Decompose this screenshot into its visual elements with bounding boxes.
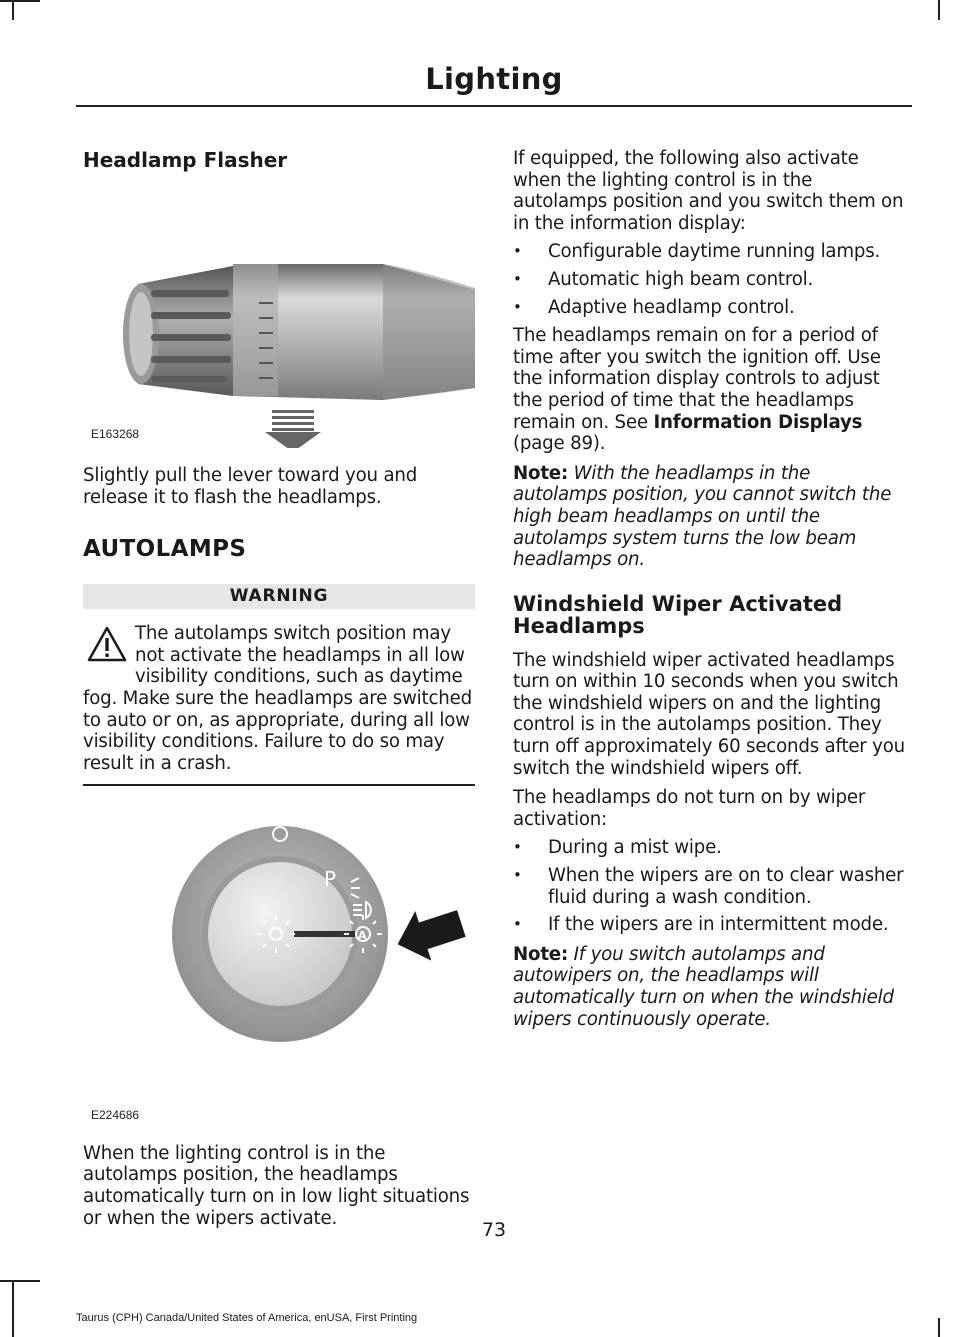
warning-line-2: not activate the headlamps in all low <box>135 644 465 666</box>
warning-rule <box>83 784 475 786</box>
lever-illustration <box>83 170 475 448</box>
note-label: Note: <box>513 943 569 965</box>
note-label: Note: <box>513 462 569 484</box>
note-paragraph <box>513 944 909 1030</box>
footer-text: Taurus (CPH) Canada/United States of America, enUSA, First Printing <box>76 1312 418 1324</box>
heading-line: Headlamps <box>513 614 645 639</box>
remain-text: The headlamps remain on for a period of time after you switch the ignition off. Use the information display controls to adjust the period of time that the headlamps remain on. See <box>513 325 881 433</box>
right-column <box>513 146 909 1030</box>
crop-mark <box>12 1280 14 1337</box>
lighting-control-illustration <box>83 796 475 1126</box>
page-title: Lighting <box>425 62 563 96</box>
crop-mark <box>12 0 14 20</box>
wiper-paragraph: The windshield wiper activated headlamps turn on within 10 seconds when you switch the windshield wipers on and the lighting control is in the autolamps position. They turn off approximately 60 seconds after you switch the windshield wipers off. <box>513 649 905 779</box>
autolamps-paragraph: When the lighting control is in the autolamps position, the headlamps automatically turn on in low light situations or when the wipers activate. <box>83 1142 470 1229</box>
auto-lamp-letter: A <box>358 928 367 942</box>
parking-lamp-letter: P <box>324 866 337 891</box>
warning-body <box>83 609 475 774</box>
note-text: If you switch autolamps and autowipers on, the headlamps will automatically turn on when the windshield wipers continuously operate. <box>513 943 894 1030</box>
warning-line-3: visibility conditions, such as daytime <box>135 666 463 688</box>
headlamp-flasher-figure <box>83 170 475 448</box>
intro-paragraph: If equipped, the following also activate when the lighting control is in the autolamps position and you switch them on in the information display: <box>513 148 904 234</box>
list-item: • When the wipers are on to clear washer fluid during a wash condition. <box>513 865 909 908</box>
warning-box <box>83 584 475 786</box>
list-item: • If the wipers are in intermittent mode. <box>513 914 909 936</box>
heading-line: Windshield Wiper Activated <box>513 591 843 616</box>
autolamps-heading: AUTOLAMPS <box>83 536 247 563</box>
warning-text-rest: fog. Make sure the headlamps are switched to auto or on, as appropriate, during all low visibility conditions. Failure to do so may result in a crash. <box>83 687 472 774</box>
page-number: 73 <box>481 1219 507 1241</box>
remain-page-ref: (page 89). <box>513 433 606 455</box>
wiper-headlamps-heading <box>513 593 909 638</box>
no-activation-paragraph: The headlamps do not turn on by wiper activation: <box>513 787 866 830</box>
left-column <box>83 146 475 1229</box>
list-item: • During a mist wipe. <box>513 837 909 859</box>
lighting-control-figure <box>83 796 475 1126</box>
figure-code: E163268 <box>91 427 140 441</box>
note-paragraph <box>513 463 909 571</box>
flasher-paragraph: Slightly pull the lever toward you and release it to flash the headlamps. <box>83 465 418 508</box>
header-rule <box>76 105 912 107</box>
crop-mark <box>938 0 940 20</box>
list-item: • Adaptive headlamp control. <box>513 297 909 319</box>
list-item: • Automatic high beam control. <box>513 269 909 291</box>
list-item: • Configurable daytime running lamps. <box>513 241 909 263</box>
warning-line-1: The autolamps switch position may <box>135 623 451 645</box>
crop-mark <box>0 0 40 2</box>
remain-paragraph <box>513 325 909 455</box>
warning-triangle-icon <box>87 626 127 662</box>
warning-label: WARNING <box>83 584 475 609</box>
information-displays-link[interactable]: Information Displays <box>653 411 863 433</box>
headlamp-flasher-heading: Headlamp Flasher <box>83 148 288 172</box>
note-text: With the headlamps in the autolamps position, you cannot switch the high beam headlamps on until the autolamps system turns the low beam headlamps on. <box>513 462 892 571</box>
wiper-conditions-list <box>513 837 909 935</box>
features-list <box>513 241 909 318</box>
crop-mark <box>938 1318 940 1337</box>
crop-mark <box>0 1280 40 1282</box>
figure-code: E224686 <box>91 1107 140 1122</box>
